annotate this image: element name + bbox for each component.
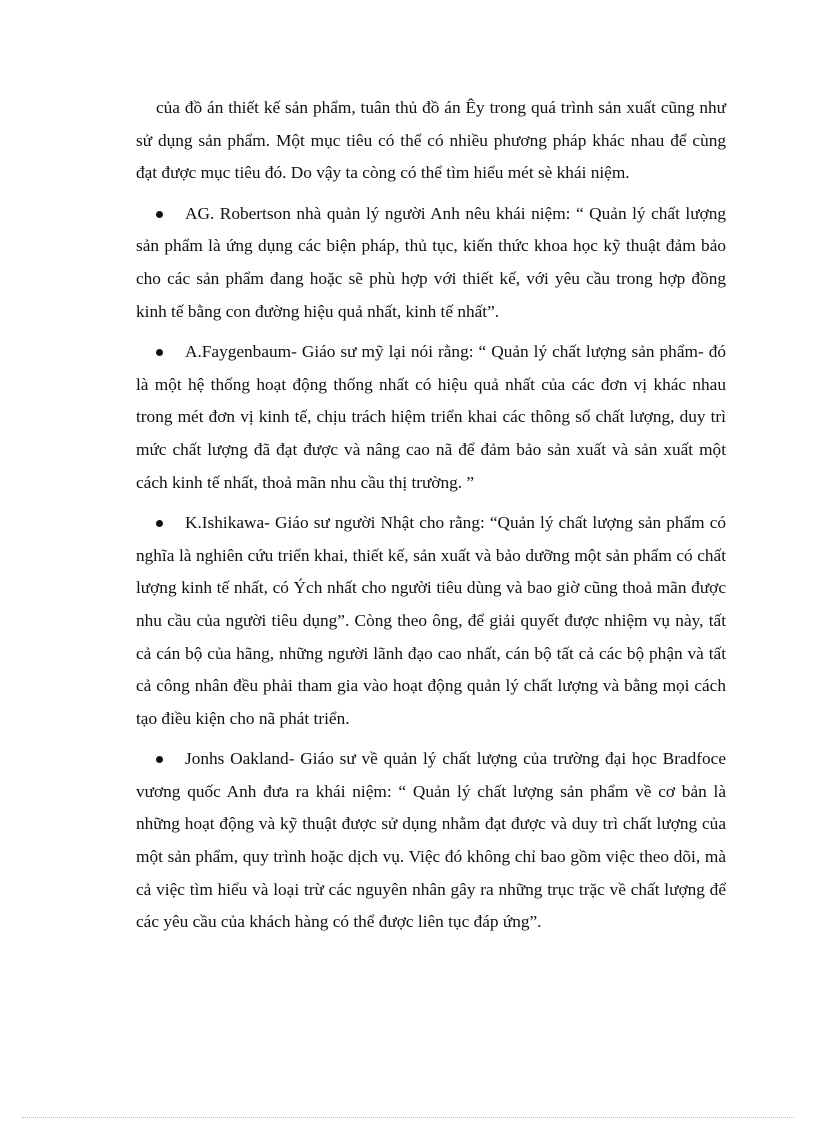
bullet-text: A.Faygenbaum- Giáo sư mỹ lại nói rằng: “ Quản lý chất lượng sản phẩm- đó là một hệ thống hoạt động thống nhất có hiệu quả nhất của các đơn vị khác nhau trong mét đơn vị kinh tế, chịu trách hiệm triển khai các thông số chất lượng, duy trì mức chất lượng đã đạt được và nâng cao nã để đảm bảo sản xuất và sản xuất một cách kinh tế nhất, thoả mãn nhu cầu thị trường. ” bbox=[136, 342, 726, 492]
bullet-text: K.Ishikawa- Giáo sư người Nhật cho rằng: “Quản lý chất lượng sản phẩm có nghĩa là nghiên cứu triển khai, thiết kế, sản xuất và bảo dưỡng một sản phẩm có chất lượng kinh tế nhất, có Ých nhất cho người tiêu dùng và bao giờ cũng thoả mãn được nhu cầu của người tiêu dụng”. Còng theo ông, để giải quyết được nhiệm vụ này, tất cả cán bộ của hãng, những người lãnh đạo cao nhất, cán bộ tất cả các bộ phận và tất cả công nhân đều phải tham gia vào hoạt động quản lý chất lượng và bằng mọi cách tạo điều kiện cho nã phát triển. bbox=[136, 513, 726, 728]
bullet-icon bbox=[156, 756, 163, 763]
definition-faygenbaum bbox=[136, 336, 726, 499]
definition-oakland bbox=[136, 743, 726, 939]
bullet-icon bbox=[156, 520, 163, 527]
bullet-icon bbox=[156, 211, 163, 218]
bullet-text: AG. Robertson nhà quản lý người Anh nêu khái niệm: “ Quản lý chất lượng sản phẩm là ứng dụng các biện pháp, thủ tục, kiến thức khoa học kỹ thuật đảm bảo cho các sản phẩm đang hoặc sẽ phù hợp với thiết kế, với yêu cầu trong hợp đồng kinh tế bằng con đường hiệu quả nhất, kinh tế nhất”. bbox=[136, 203, 726, 321]
definition-ishikawa bbox=[136, 507, 726, 735]
bullet-icon bbox=[156, 349, 163, 356]
body-text bbox=[136, 92, 726, 939]
page-footer-divider bbox=[22, 1117, 794, 1118]
bullet-text: Jonhs Oakland- Giáo sư về quản lý chất lượng của trường đại học Bradfoce vương quốc Anh đưa ra khái niệm: “ Quản lý chất lượng sản phẩm về cơ bản là những hoạt động và kỹ thuật được sử dụng nhằm đạt được và duy trì chất lượng của một sản phẩm, quy trình hoặc dịch vụ. Việc đó không chỉ bao gồm việc theo dõi, mà cả việc tìm hiểu và loại trừ các nguyên nhân gây ra những trục trặc về chất lượng để các yêu cầu của khách hàng có thể được liên tục đáp ứng”. bbox=[136, 749, 726, 932]
definition-robertson bbox=[136, 198, 726, 328]
intro-paragraph: của đồ án thiết kế sản phẩm, tuân thủ đồ án Êy trong quá trình sản xuất cũng như sử dụng sản phẩm. Một mục tiêu có thể có nhiều phương pháp khác nhau để cùng đạt được mục tiêu đó. Do vậy ta còng có thể tìm hiểu mét sè khái niệm. bbox=[136, 98, 726, 183]
